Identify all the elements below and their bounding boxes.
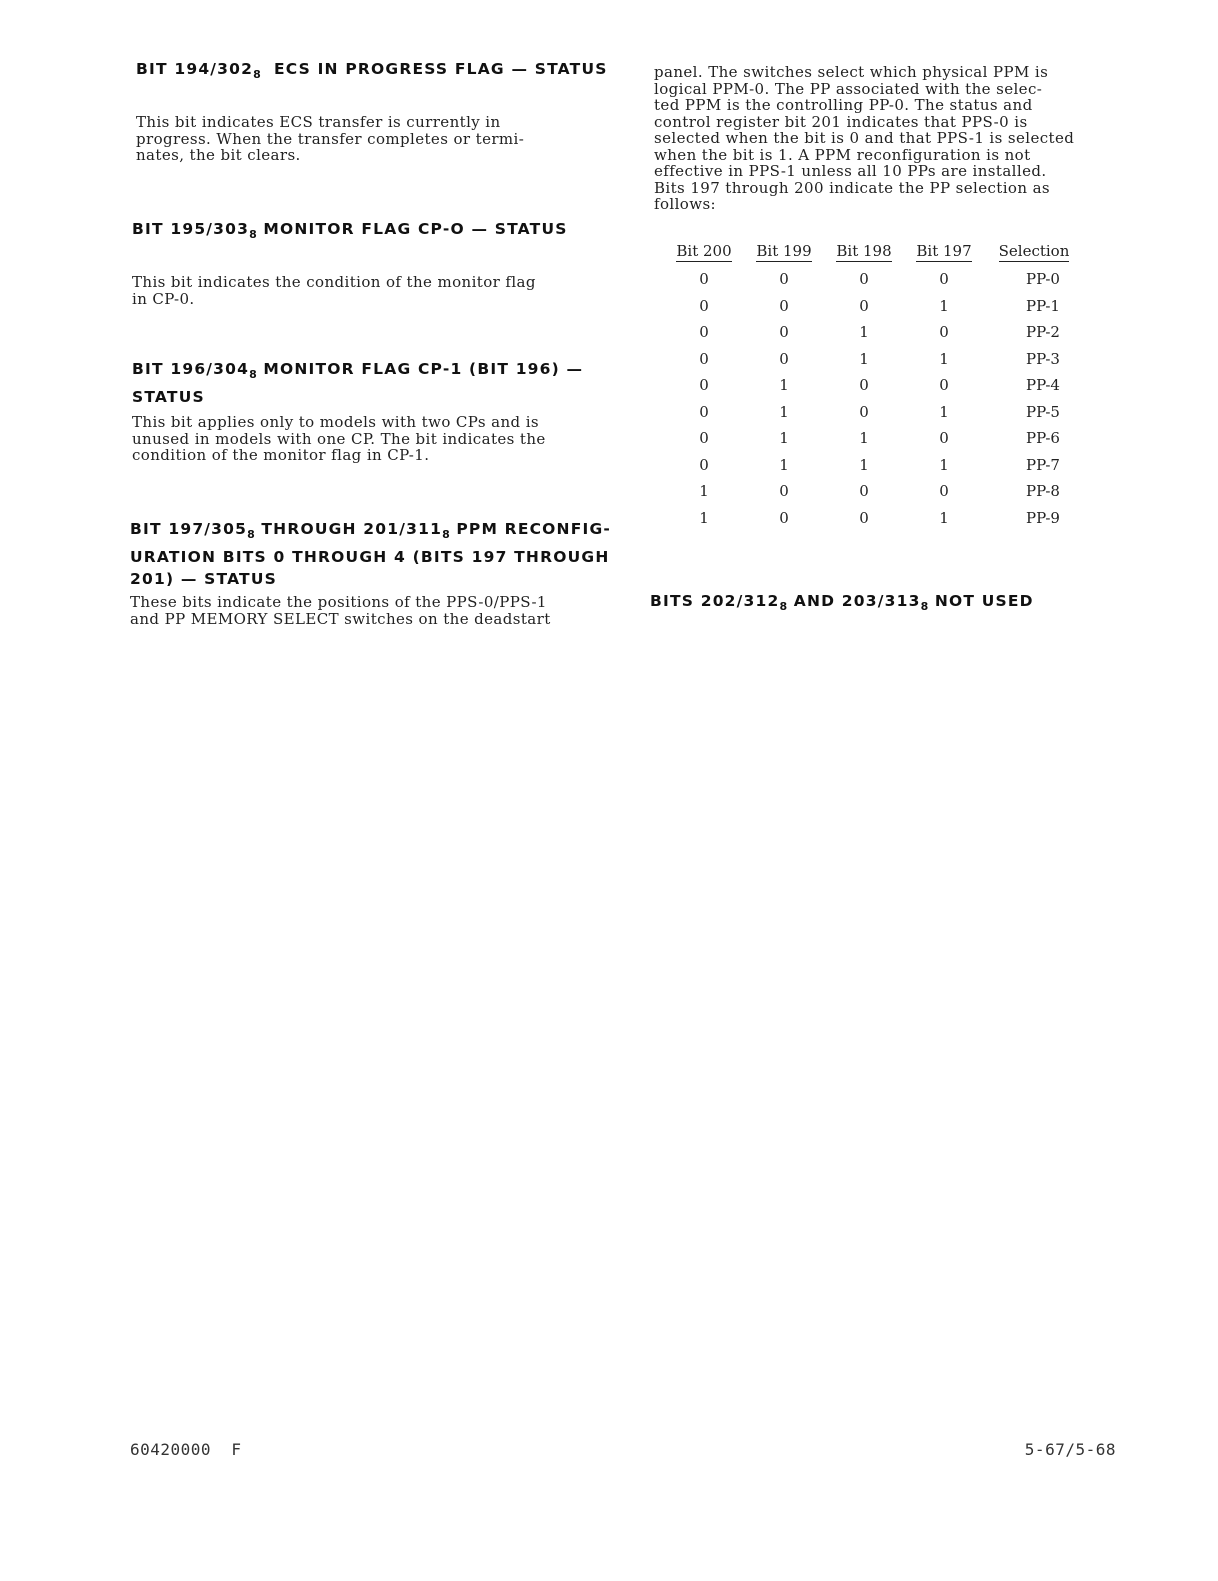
- bit-cell: 0: [939, 270, 949, 289]
- table-row: [664, 293, 1084, 320]
- selection-cell: PP-0: [1026, 270, 1060, 289]
- bit-cell: 0: [779, 323, 789, 342]
- section-body-bit-195: This bit indicates the condition of the monitor flag in CP-0.: [132, 273, 536, 308]
- bit-cell: 1: [859, 429, 869, 448]
- column-header: Selection: [998, 242, 1070, 260]
- column-header: Bit 200: [676, 242, 732, 260]
- bit-cell: 1: [939, 455, 949, 474]
- bit-cell: 0: [859, 402, 869, 421]
- bit-cell: 0: [699, 349, 709, 368]
- bit-cell: 1: [939, 296, 949, 315]
- selection-cell: PP-7: [1026, 455, 1060, 474]
- section-heading-bit-196: BIT $196/304_8$ MONITOR FLAG CP-1 (BIT 196) — STATUS: [132, 360, 584, 407]
- selection-cell: PP-1: [1026, 296, 1060, 315]
- table-row: [664, 372, 1084, 399]
- bit-cell: 1: [859, 455, 869, 474]
- section-heading-bit-194: BIT $194/302_8$ ECS IN PROGRESS FLAG — STATUS: [136, 60, 608, 82]
- bit-cell: 0: [779, 482, 789, 501]
- bit-cell: 0: [939, 323, 949, 342]
- bit-cell: 0: [699, 323, 709, 342]
- bit-cell: 0: [939, 376, 949, 395]
- bit-cell: 1: [699, 482, 709, 501]
- bit-cell: 1: [939, 349, 949, 368]
- bit-cell: 0: [939, 482, 949, 501]
- section-heading-bit-195: BIT $195/303_8$ MONITOR FLAG CP-O — STATUS: [132, 220, 568, 242]
- selection-cell: PP-3: [1026, 349, 1060, 368]
- bit-cell: 0: [779, 508, 789, 527]
- bit-cell: 0: [859, 482, 869, 501]
- bit-cell: 0: [779, 349, 789, 368]
- bit-cell: 0: [699, 376, 709, 395]
- bit-cell: 1: [939, 508, 949, 527]
- bit-cell: 1: [779, 376, 789, 395]
- selection-cell: PP-9: [1026, 508, 1060, 527]
- bit-cell: 1: [699, 508, 709, 527]
- bit-cell: 0: [859, 270, 869, 289]
- table-row: [664, 319, 1084, 346]
- section-body-bits-197-201: These bits indicate the positions of the PPS-0/PPS-1 and PP MEMORY SELECT switches on the deadstart: [130, 593, 551, 628]
- bit-cell: 1: [779, 429, 789, 448]
- table-row: [664, 346, 1084, 373]
- selection-cell: PP-8: [1026, 482, 1060, 501]
- page-number: 5-67/5-68: [1024, 1440, 1116, 1459]
- bit-cell: 0: [859, 508, 869, 527]
- table-row: [664, 266, 1084, 293]
- bit-cell: 0: [699, 402, 709, 421]
- bit-cell: 0: [779, 296, 789, 315]
- column-header: Bit 198: [836, 242, 892, 260]
- bit-cell: 1: [859, 349, 869, 368]
- column-header: Bit 197: [916, 242, 972, 260]
- selection-cell: PP-2: [1026, 323, 1060, 342]
- table-header-row: [664, 240, 1084, 266]
- bit-cell: 0: [779, 270, 789, 289]
- bit-cell: 0: [699, 270, 709, 289]
- selection-cell: PP-5: [1026, 402, 1060, 421]
- bit-cell: 0: [699, 429, 709, 448]
- selection-cell: PP-4: [1026, 376, 1060, 395]
- continued-paragraph: panel. The switches select which physical PPM is logical PPM-0. The PP associated with the selec- ted PPM is the controlling PP-0. The status and control register bit 201 indicates that PPS-0 is selected when the bit is 0 and that PPS-1 is selected when the bit is 1. A PPM reconfiguration is not effective in PPS-1 unless all 10 PPs are installed. Bits 197 through 200 indicate the PP selection as follows:: [654, 63, 1075, 213]
- section-heading-bits-197-201: BIT $197/305_8$ THROUGH $201/311_8$ PPM RECONFIG- URATION BITS 0 THROUGH 4 (BITS 197 THROUGH 201) — STATUS: [130, 520, 612, 589]
- bit-cell: 1: [859, 323, 869, 342]
- bit-cell: 0: [939, 429, 949, 448]
- pp-selection-table: [664, 240, 1084, 531]
- bit-cell: 0: [859, 296, 869, 315]
- bit-cell: 0: [859, 376, 869, 395]
- table-row: [664, 478, 1084, 505]
- selection-cell: PP-6: [1026, 429, 1060, 448]
- bit-cell: 1: [779, 455, 789, 474]
- section-body-bit-196: This bit applies only to models with two CPs and is unused in models with one CP. The bit indicates the condition of the monitor flag in CP-1.: [132, 413, 546, 464]
- document-number: 60420000 F: [130, 1440, 242, 1459]
- column-header: Bit 199: [756, 242, 812, 260]
- bit-cell: 1: [779, 402, 789, 421]
- section-heading-bits-202-203: BITS $202/312_8$ AND $203/313_8$ NOT USED: [650, 592, 1034, 614]
- bit-cell: 0: [699, 455, 709, 474]
- table-row: [664, 505, 1084, 532]
- section-body-bit-194: This bit indicates ECS transfer is currently in progress. When the transfer completes or termi- nates, the bit clears.: [136, 113, 525, 164]
- bit-cell: 0: [699, 296, 709, 315]
- table-row: [664, 452, 1084, 479]
- table-row: [664, 399, 1084, 426]
- table-row: [664, 425, 1084, 452]
- bit-cell: 1: [939, 402, 949, 421]
